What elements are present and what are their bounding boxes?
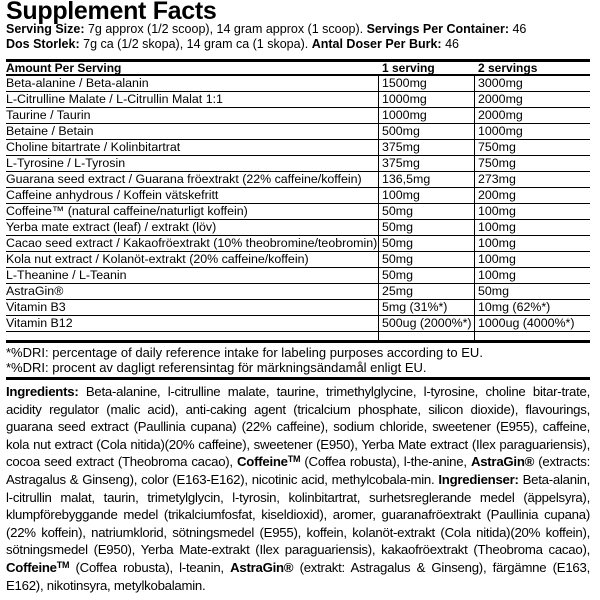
section-divider [6,377,590,380]
amount-2-servings: 1000mg [478,124,523,138]
amount-1-serving: 1000mg [382,108,427,122]
amount-1-serving: 1500mg [382,76,427,90]
table-row [6,284,590,300]
ingredient-name: Betaine / Betain [6,124,94,138]
amount-2-servings: 50mg [478,284,509,298]
amount-2-servings: 100mg [478,220,516,234]
ingredients-sv-part-c: (extrakt: Astragalus & Ginseng), färgämne (E163, E162), nikotinsyra, metylkobalamin. [6,559,590,593]
table-body [6,76,590,332]
amount-1-serving: 1000mg [382,92,427,106]
ingredient-name: Choline bitartrate / Kolinbitartrat [6,140,181,154]
ingredient-name: AstraGin® [6,284,64,298]
amount-1-serving: 100mg [382,188,420,202]
dri-note-en: *%DRI: percentage of daily reference intake for labeling purposes according to EU. [6,345,483,360]
servings-per-container-value: 46 [509,22,527,36]
amount-2-servings: 10mg (62%*) [478,300,551,314]
brand-coffeine-sv [6,560,69,575]
supplement-facts-label [6,0,590,600]
amount-1-serving: 50mg [382,236,413,250]
dos-storlek-label: Dos Storlek: [6,37,80,51]
brand-astragin-sv: AstraGin® [230,559,294,575]
amount-2-servings: 100mg [478,204,516,218]
amount-1-serving: 50mg [382,220,413,234]
ingredient-name: Caffeine anhydrous / Koffein vätskefritt [6,188,219,202]
amount-2-servings: 273mg [478,172,516,186]
trademark-en: TM [287,454,301,465]
serving-line-sv [6,37,459,51]
amount-1-serving: 500mg [382,124,420,138]
amount-2-servings: 750mg [478,140,516,154]
brand-coffeine-en-text: Coffeine [237,454,288,470]
label-title: Supplement Facts [6,0,217,25]
amount-2-servings: 3000mg [478,76,523,90]
ingredients-sv-part-b: (Coffea robusta), l-teanin, [69,559,231,575]
ingredients-label-sv: Ingredienser: [438,471,519,487]
table-row [6,156,590,172]
nutrition-table [6,59,590,343]
amount-2-servings: 1000ug (4000%*) [478,316,575,330]
table-row [6,252,590,268]
brand-coffeine-en [237,454,300,469]
dri-note-sv: *%DRI: procent av dagligt referensintag för märkningsändamål enligt EU. [6,359,427,375]
table-row [6,172,590,188]
header-1-serving: 1 serving [382,61,435,75]
amount-2-servings: 2000mg [478,108,523,122]
ingredient-name: L-Tyrosine / L-Tyrosin [6,156,126,170]
amount-1-serving: 136,5mg [382,172,431,186]
serving-line-en [6,22,526,36]
column-divider-2-tail [474,332,475,340]
amount-2-servings: 100mg [478,268,516,282]
amount-2-servings: 2000mg [478,92,523,106]
amount-1-serving: 500ug (2000%*) [382,316,472,330]
trademark-sv: TM [56,559,70,570]
ingredient-name: Kola nut extract / Kolanöt-extrakt (20% caffeine/koffein) [6,252,309,266]
amount-1-serving: 375mg [382,140,420,154]
table-row [6,108,590,124]
amount-1-serving: 375mg [382,156,420,170]
ingredients-sv-part-a: Beta-alanin, l-citrullin malat, taurin, trimetylglycin, l-tyrosin, kolinbitartrat, surhetsreglerande medel (äppelsyra), klumpförebyggande medel (trikalciumfosfat, kiseldioxid), aromer, guaranafröextrakt (Paullinia cupana) (22% koffein), natriumklorid, sötningsmedel (E955), koffein, kolanöt-extrakt (Cola nitida)(20% koffein), sötningsmedel (E950), Yerba Mate-extrakt (Ilex paraguariensis), kakaofröextrakt (Theobroma cacao), [6,471,590,558]
header-amount-per-serving: Amount Per Serving [6,61,122,75]
table-row [6,140,590,156]
ingredient-name: Yerba mate extract (leaf) / extrakt (löv) [6,220,217,234]
dos-storlek-value: 7g ca (1/2 skopa), 14 gram ca (1 skopa). [79,37,312,51]
ingredients-text [6,383,590,594]
serving-size-value: 7g approx (1/2 scoop), 14 gram approx (1 scoop). [84,22,367,36]
amount-2-servings: 100mg [478,236,516,250]
ingredients-en-part-c: (extracts: Astragalus & Ginseng), color (E163-E162), nicotinic acid, methylcobala-min. [6,454,590,487]
amount-1-serving: 25mg [382,284,413,298]
ingredient-name: Beta-alanine / Beta-alanin [6,76,149,90]
table-header [6,59,590,76]
column-divider-1-tail [378,332,379,340]
ingredient-name: Guarana seed extract / Guarana fröextrakt (22% caffeine/koffein) [6,172,362,186]
table-row [6,204,590,220]
table-row [6,268,590,284]
amount-1-serving: 50mg [382,268,413,282]
ingredient-name: Taurine / Taurin [6,108,91,122]
ingredient-name: Vitamin B12 [6,316,73,330]
amount-2-servings: 750mg [478,156,516,170]
ingredients-en-part-b: (Coffea robusta), l-the-anine, [300,454,471,470]
ingredient-name: Coffeine™ (natural caffeine/naturligt koffein) [6,204,248,218]
header-2-servings: 2 servings [478,61,538,75]
table-row [6,124,590,140]
ingredient-name: L-Citrulline Malate / L-Citrullin Malat 1:1 [6,92,223,106]
ingredient-name: Cacao seed extract / Kakaofröextrakt (10% theobromine/teobromin) [6,236,378,250]
servings-per-container-label: Servings Per Container: [366,22,509,36]
dri-notes [6,346,590,375]
table-row [6,300,590,316]
brand-astragin-en: AstraGin® [470,454,535,470]
table-row [6,220,590,236]
ingredients-en-part-a: Beta-alanine, l-citrulline malate, taurine, trimethylglycine, l-tyrosine, choline bitar-trate, acidity regulator (malic acid), anti-caking agent (tricalcium phosphate, silicon dioxide), flavourings, guarana seed extract (Paullinia cupana) (22% caffeine), sodium chloride, sweetener (E955), caffeine, kola nut extract (Cola nitida)(20% caffeine), sweetener (E950), Yerba Mate extract (Ilex paraguariensis), cocoa seed extract (Theobroma cacao), [6,384,590,470]
amount-2-servings: 100mg [478,252,516,266]
antal-doser-value: 46 [441,37,459,51]
table-row [6,92,590,108]
ingredients-label-en: Ingredients: [6,384,79,399]
ingredient-name: L-Theanine / L-Teanin [6,268,127,282]
table-row [6,76,590,92]
amount-1-serving: 5mg (31%*) [382,300,448,314]
serving-size-label: Serving Size: [6,22,85,36]
table-row [6,316,590,332]
brand-coffeine-sv-text: Coffeine [6,559,57,575]
amount-1-serving: 50mg [382,252,413,266]
table-bottom-rule [6,332,590,343]
table-row [6,188,590,204]
ingredient-name: Vitamin B3 [6,300,66,314]
antal-doser-label: Antal Doser Per Burk: [311,37,442,51]
amount-2-servings: 200mg [478,188,516,202]
table-row [6,236,590,252]
amount-1-serving: 50mg [382,204,413,218]
